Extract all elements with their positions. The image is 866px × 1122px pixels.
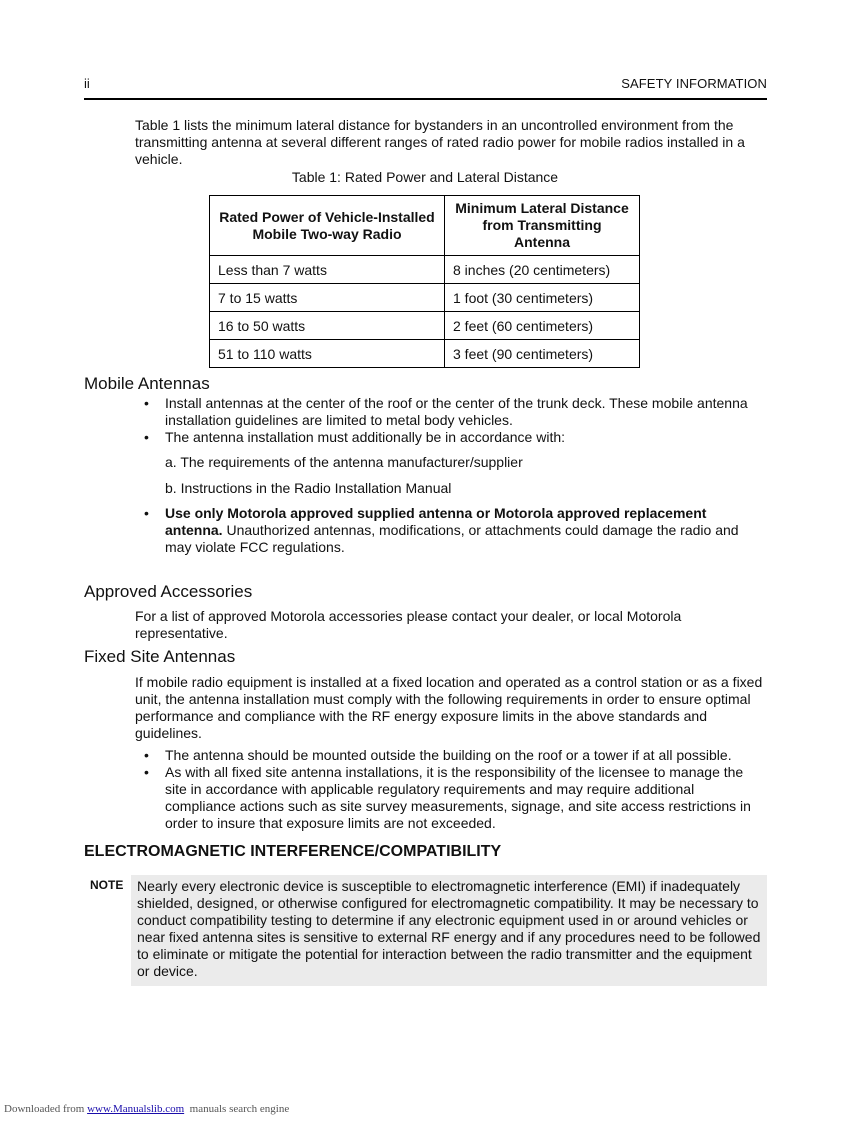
table-header-row [210,196,640,256]
header-rule [84,98,767,100]
table-cell: 1 foot (30 centimeters) [445,284,640,312]
list-item: • Install antennas at the center of the roof or the center of the trunk deck. These mobile antenna installation guidelines are limited to metal body vehicles. [144,395,748,428]
table-row [210,256,640,284]
section-title: SAFETY INFORMATION [621,76,767,91]
fixed-site-heading: Fixed Site Antennas [84,647,236,666]
rated-power-table [209,195,640,368]
bullet-icon: • [144,395,149,411]
table-row [210,340,640,368]
fixed-site-list [135,747,767,832]
table-cell: 7 to 15 watts [210,284,445,312]
warning-bold-text: Use only Motorola approved supplied antenna or Motorola approved replacement antenna. [165,505,707,538]
table-caption: Table 1: Rated Power and Lateral Distance [291,169,559,185]
sub-item-b: b. Instructions in the Radio Installation Manual [165,480,452,496]
table-cell: 8 inches (20 centimeters) [445,256,640,284]
bullet-icon: • [144,429,149,445]
table-cell: 51 to 110 watts [210,340,445,368]
table-row [210,312,640,340]
fixed-site-text: If mobile radio equipment is installed at a fixed location and operated as a control station or as a fixed unit, the antenna installation must comply with the following requirements in order to ensure optimal performance and compliance with the RF energy exposure limits in the above standards and guidelines. [135,674,763,741]
table-header-distance: Minimum Lateral Distance from Transmitting Antenna [445,196,640,256]
list-item: • Use only Motorola approved supplied antenna or Motorola approved replacement antenna. Unauthorized antennas, modifications, or attachments could damage the radio and may violate FCC regulations. [144,505,739,555]
table-cell: Less than 7 watts [210,256,445,284]
note-label: NOTE [90,878,124,892]
mobile-antennas-list-2 [135,505,765,556]
note-text: Nearly every electronic device is susceptible to electromagnetic interference (EMI) if inadequately shielded, designed, or otherwise configured for electromagnetic compatibility. It may be necessary to conduct compatibility testing to determine if any electronic equipment used in or around vehicles or near fixed antenna sites is sensitive to external RF energy and if any procedures need to be followed to eliminate or mitigate the potential for interaction between the radio transmitter and the equipment or device. [137,878,761,979]
list-item: • The antenna installation must additionally be in accordance with: [144,429,566,445]
bullet-icon: • [144,747,149,763]
table-cell: 16 to 50 watts [210,312,445,340]
sub-item-a: a. The requirements of the antenna manufacturer/supplier [165,454,523,470]
download-footer: Downloaded from www.Manualslib.com manuals search engine [4,1103,290,1115]
intro-paragraph: Table 1 lists the minimum lateral distance for bystanders in an uncontrolled environment from the transmitting antenna at several different ranges of rated radio power for mobile radios installed in a vehicle. [135,117,745,167]
table-header-power: Rated Power of Vehicle-Installed Mobile Two-way Radio [210,196,445,256]
bullet-icon: • [144,764,149,780]
approved-accessories-text: For a list of approved Motorola accessories please contact your dealer, or local Motorola representative. [135,608,682,641]
emi-heading: ELECTROMAGNETIC INTERFERENCE/COMPATIBILITY [84,843,502,860]
bullet-icon: • [144,505,149,521]
manualslib-link[interactable]: www.Manualslib.com [87,1103,185,1115]
mobile-antennas-list [135,395,765,446]
page-number: ii [84,76,90,91]
approved-accessories-heading: Approved Accessories [84,582,253,601]
table-cell: 3 feet (90 centimeters) [445,340,640,368]
list-item: • The antenna should be mounted outside the building on the roof or a tower if at all possible. [144,747,732,763]
mobile-antennas-heading: Mobile Antennas [84,374,210,393]
table-row [210,284,640,312]
table-cell: 2 feet (60 centimeters) [445,312,640,340]
list-item: • As with all fixed site antenna installations, it is the responsibility of the licensee to manage the site in accordance with applicable regulatory requirements and may require additional compliance actions such as site survey measurements, signage, and site access restrictions in order to insure that exposure limits are not exceeded. [144,764,751,831]
